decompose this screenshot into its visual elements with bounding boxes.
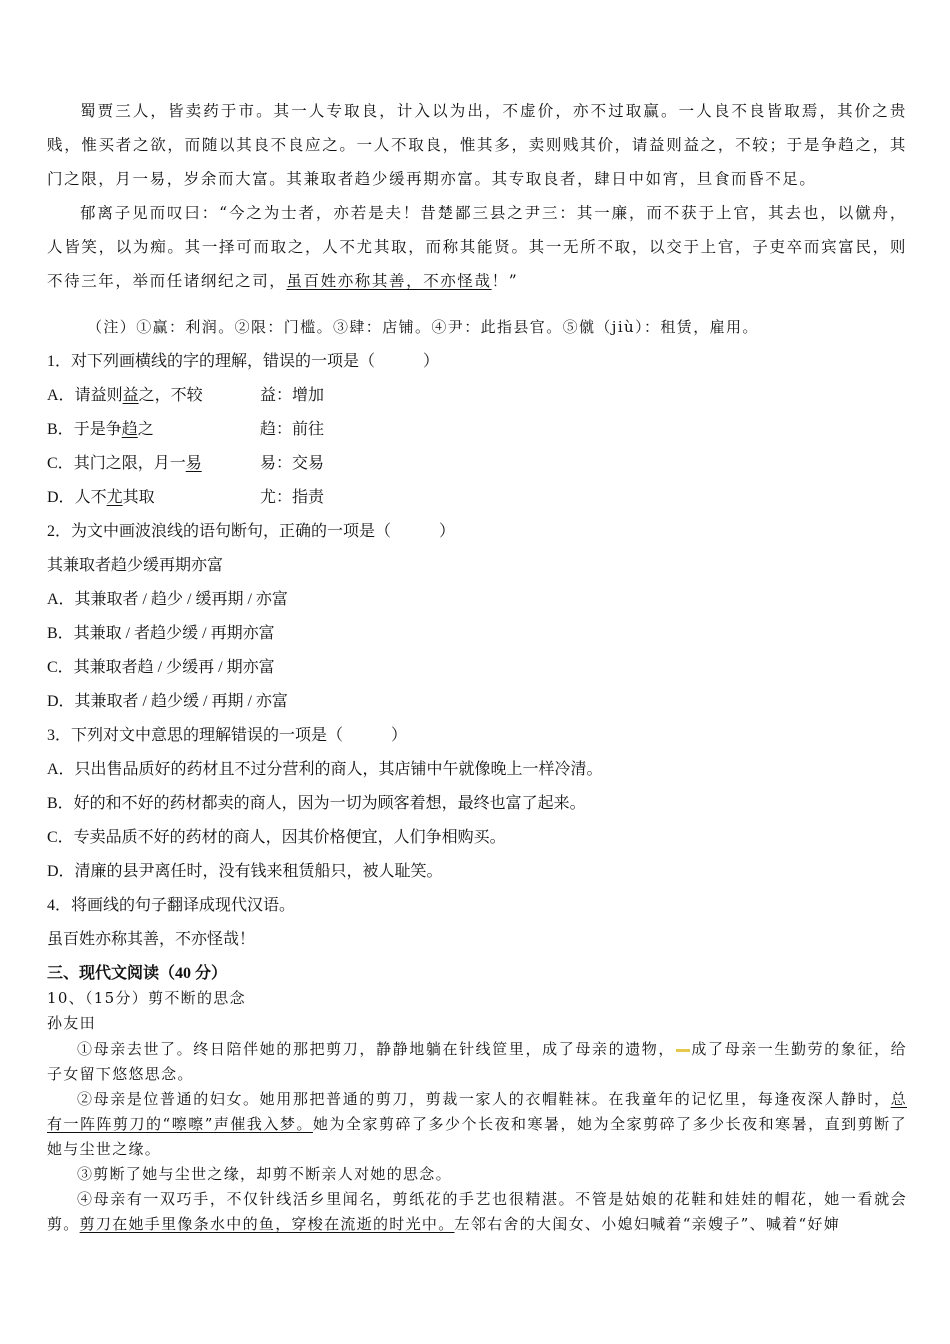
option-text-end: 其取 [122,489,155,506]
option-gloss: 易：交易 [260,455,325,472]
option-key: D． [47,489,75,506]
essay-paragraph-4 [47,1187,907,1237]
q10-title: 10、（15分）剪不断的思念 [47,989,246,1007]
essay-paragraph-1 [47,1037,907,1087]
q1-option-a [47,379,907,413]
q3-option-d: D．清廉的县尹离任时，没有钱来租赁船只，被人耻笑。 [47,863,443,880]
option-marked-char: 易 [185,455,202,472]
option-text: 人不 [74,489,107,506]
essay-p1-text: ①母亲去世了。终日陪伴她的那把剪刀，静静地躺在针线笸里，成了母亲的遗物， [77,1040,676,1058]
essay-p2-underlined: 总有一阵阵剪刀的“嚓嚓”声催我入梦。 [47,1090,907,1133]
passage-p2-text: 郁离子见而叹曰：“今之为士者，亦若是夫！昔楚鄙三县之尹三：其一廉，而不获于上官，其去也，以僦舟，人皆笑，以为痴。其一择可而取之，人不尤其取，而称其能贤。其一无所不取，以交于上官，子吏卒而宾富民，则不待三年，举而任诸纲纪之司， [47,204,907,290]
q4-stem: 4．将画线的句子翻译成现代汉语。 [47,897,296,914]
option-text: 于是争 [73,421,122,438]
q2-sentence: 其兼取者趋少缓再期亦富 [47,557,224,574]
essay-paragraph-3: ③剪断了她与尘世之缘，却剪不断亲人对她的思念。 [77,1165,452,1183]
option-key: C． [47,455,74,472]
essay-paragraph-2 [47,1087,907,1162]
q3-stem: 3．下列对文中意思的理解错误的一项是（ ） [47,727,408,744]
option-marked-char: 尤 [106,489,123,506]
option-gloss: 趋：前往 [260,421,325,438]
option-text: 其门之限，月一 [73,455,186,472]
q1-stem: 1．对下列画横线的字的理解，错误的一项是（ ） [47,353,440,370]
option-marked-char: 益 [122,387,139,404]
q1-option-b [47,413,907,447]
q2-option-a: A．其兼取者 / 趋少 / 缓再期 / 亦富 [47,591,288,608]
essay-p4-underlined: 剪刀在她手里像条水中的鱼，穿梭在流逝的时光中。 [79,1215,455,1233]
passage-paragraph-1: 蜀贾三人，皆卖药于市。其一人专取良，计入以为出，不虚价，亦不过取赢。一人良不良皆取焉，其价之贵贱，惟买者之欲，而随以其良不良应之。一人不取良，惟其多，卖则贱其价，请益则益之，不较；于是争趋之，其门之限，月一易，岁余而大富。其兼取者趋少缓再期亦富。其专取良者，肆日中如宵，旦食而昏不足。 [47,102,907,188]
option-key: B． [47,421,74,438]
essay-p1-text-end: 成了母亲一生勤劳的象征，给子女留下悠悠思念。 [47,1040,907,1083]
author: 孙友田 [47,1014,96,1032]
q2-stem: 2．为文中画波浪线的语句断句，正确的一项是（ ） [47,523,456,540]
q3-option-b: B．好的和不好的药材都卖的商人，因为一切为顾客着想，最终也富了起来。 [47,795,586,812]
option-text-end: 之，不较 [138,387,203,404]
option-gloss: 益：增加 [260,387,325,404]
q3-option-c: C．专卖品质不好的药材的商人，因其价格便宜，人们争相购买。 [47,829,506,846]
q2-option-c: C．其兼取者趋 / 少缓再 / 期亦富 [47,659,275,676]
annotation-note: （注）①赢：利润。②限：门槛。③肆：店铺。④尹：此指县官。⑤僦（jiù）：租赁，雇用。 [87,318,759,336]
essay-p2-text: ②母亲是位普通的妇女。她用那把普通的剪刀，剪裁一家人的衣帽鞋袜。在我童年的记忆里，每逢夜深人静时， [77,1090,891,1108]
essay-p4-text-end: 左邻右舍的大闺女、小媳妇喊着“亲嫂子”、喊着“好婶 [454,1215,841,1233]
essay-p4-text: ④母亲有一双巧手，不仅针线活乡里闻名，剪纸花的手艺也很精湛。不管是姑娘的花鞋和娃娃的帽花，她一看就会剪。 [47,1190,907,1233]
passage-p2-end: ！” [491,272,519,290]
passage-paragraph-2 [47,196,907,298]
q2-option-b: B．其兼取 / 者趋少缓 / 再期亦富 [47,625,275,642]
option-gloss: 尤：指责 [260,489,325,506]
essay-p2-text-end: 她为全家剪碎了多少个长夜和寒暑，她为全家剪碎了多少长夜和寒暑，直到剪断了她与尘世之缘。 [47,1115,907,1158]
q2-option-d: D．其兼取者 / 趋少缓 / 再期 / 亦富 [47,693,288,710]
q1-option-d [47,481,907,515]
q1-option-c [47,447,907,481]
section-title: 三、现代文阅读（40 分） [47,965,228,982]
q3-option-a: A．只出售品质好的药材且不过分营利的商人，其店铺中午就像晚上一样冷清。 [47,761,603,778]
underlined-sentence: 虽百姓亦称其善，不亦怪哉 [286,272,492,290]
option-marked-char: 趋 [121,421,138,438]
option-text: 请益则 [74,387,123,404]
q4-sentence: 虽百姓亦称其善，不亦怪哉！ [47,931,256,948]
option-key: A． [47,387,75,404]
blank-marker [676,1049,690,1052]
option-text-end: 之 [137,421,154,438]
classical-passage [47,94,907,298]
